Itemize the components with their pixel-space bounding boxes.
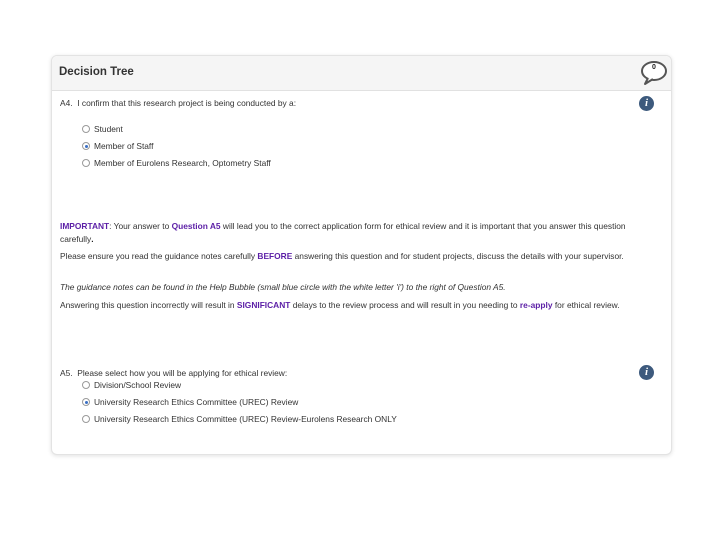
notice-text: answering this question and for student projects, discuss the details with your supervisor. <box>292 251 624 261</box>
radio-button[interactable] <box>82 381 90 389</box>
radio-option-urec-review[interactable] <box>82 397 298 407</box>
radio-button-selected[interactable] <box>82 398 90 406</box>
option-label: University Research Ethics Committee (UREC) Review <box>94 397 299 407</box>
radio-button[interactable] <box>82 159 90 167</box>
decision-tree-panel <box>51 55 672 455</box>
radio-option-student[interactable] <box>82 124 123 134</box>
notice-text: delays to the review process and will result in you needing to <box>290 300 520 310</box>
info-icon[interactable]: i <box>639 96 654 111</box>
notice-text: : Your answer to <box>109 221 172 231</box>
before-label: BEFORE <box>257 251 293 261</box>
radio-button[interactable] <box>82 415 90 423</box>
panel-title: Decision Tree <box>59 66 134 78</box>
option-label: Student <box>94 124 123 134</box>
question-a5-reference: Question A5 <box>171 221 221 231</box>
significant-label: SIGNIFICANT <box>236 300 291 310</box>
panel-header <box>52 56 671 91</box>
warning-notice <box>60 299 630 312</box>
option-label: University Research Ethics Committee (UREC) Review-Eurolens Research ONLY <box>94 414 397 424</box>
notice-text: Please ensure you read the guidance notes carefully <box>60 251 258 261</box>
notice-text: will lead you to the correct application form for ethical review and it is important that you answer this question carefully <box>60 221 626 244</box>
guidance-notice <box>60 250 630 263</box>
notice-text: Answering this question incorrectly will result in <box>60 300 237 310</box>
comment-count: 0 <box>652 64 656 71</box>
help-bubble-notice: The guidance notes can be found in the Help Bubble (small blue circle with the white letter 'i') to the right of Question A5. <box>60 282 506 292</box>
option-label: Member of Staff <box>94 141 154 151</box>
radio-option-member-of-staff[interactable] <box>82 141 153 151</box>
radio-button-selected[interactable] <box>82 142 90 150</box>
notice-end: . <box>91 233 94 244</box>
important-notice <box>60 220 630 245</box>
question-a5-prompt: Please select how you will be applying for ethical review: <box>77 368 288 378</box>
notice-text: for ethical review. <box>552 300 620 310</box>
question-a4-text <box>60 98 296 108</box>
question-a5-label: A5. <box>60 368 73 378</box>
radio-option-division-school-review[interactable] <box>82 380 181 390</box>
important-label: IMPORTANT <box>60 221 110 231</box>
radio-option-eurolens-staff[interactable] <box>82 158 271 168</box>
info-icon[interactable]: i <box>639 365 654 380</box>
re-apply-label: re-apply <box>519 300 553 310</box>
radio-button[interactable] <box>82 125 90 133</box>
question-a5-text <box>60 368 287 378</box>
question-a4-prompt: I confirm that this research project is being conducted by a: <box>77 98 297 108</box>
option-label: Member of Eurolens Research, Optometry Staff <box>94 158 271 168</box>
comment-bubble-icon[interactable] <box>640 60 668 86</box>
question-a4-label: A4. <box>60 98 73 108</box>
radio-option-urec-eurolens[interactable] <box>82 414 397 424</box>
option-label: Division/School Review <box>94 380 182 390</box>
